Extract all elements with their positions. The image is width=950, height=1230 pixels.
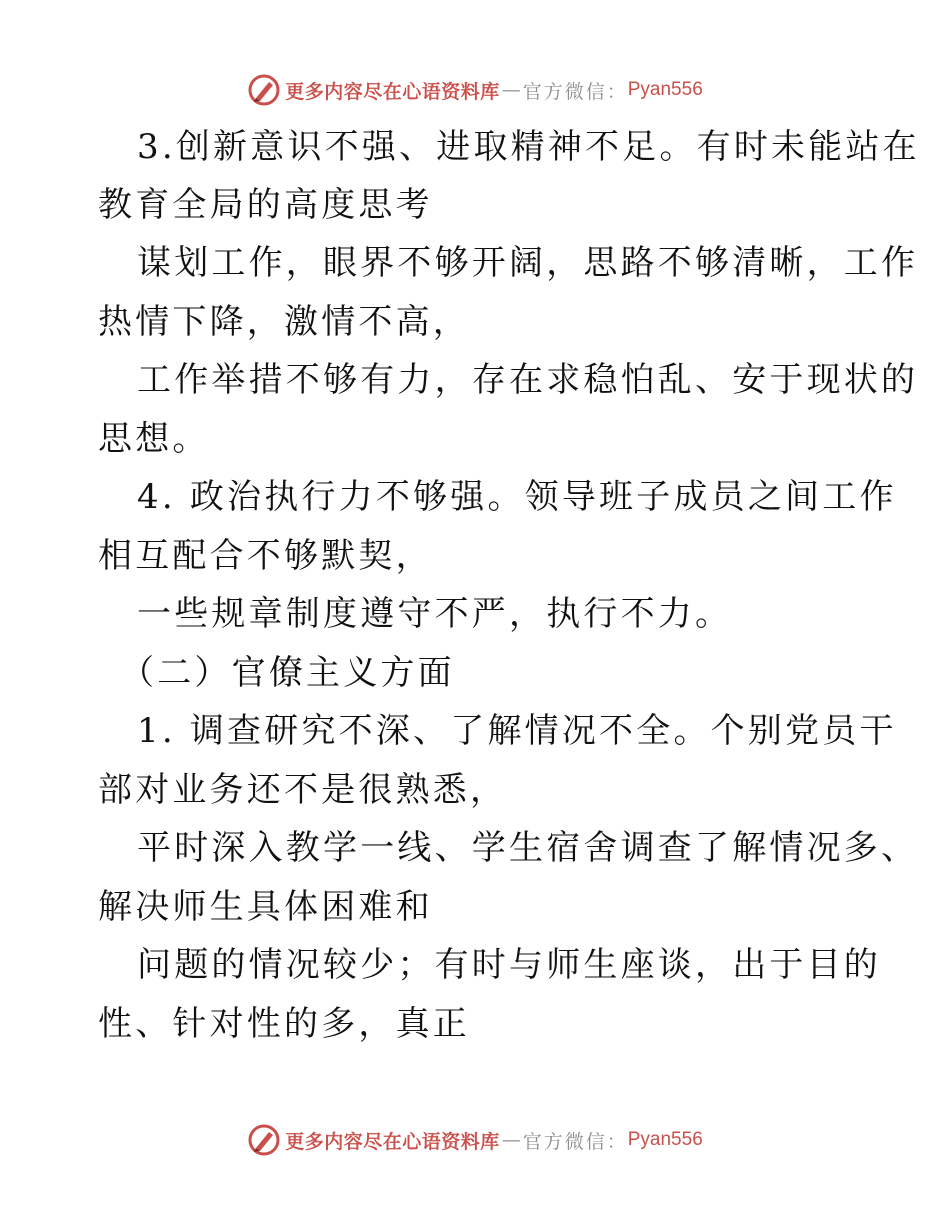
text-line: 性、针对性的多，真正 [98,1004,470,1044]
text-line: 谋划工作，眼界不够开阔，思路不够清晰，工作 [137,243,919,283]
text-line: 平时深入教学一线、学生宿舍调查了解情况多、 [137,828,919,868]
text-line: 解决师生具体困难和 [98,887,433,927]
text-line: 工作举措不够有力，存在求稳怕乱、安于现状的 [137,360,919,400]
watermark-label: 官方微信： [522,1130,628,1153]
watermark-text: 更多内容尽在心语资料库 [285,1130,500,1153]
watermark-id: Pyan556 [627,79,703,100]
text-line: 3.创新意识不强、进取精神不足。有时未能站在 [137,127,920,167]
footer-watermark [0,1120,950,1160]
header-watermark [0,70,950,110]
text-line: 部对业务还不是很熟悉， [98,770,508,810]
text-line: 问题的情况较少；有时与师生座谈，出于目的 [137,945,881,985]
watermark-id: Pyan556 [627,1129,703,1150]
watermark-label: 官方微信： [522,80,628,103]
text-line: 教育全局的高度思考 [98,185,433,225]
watermark-text: 更多内容尽在心语资料库 [285,80,500,103]
text-line: 思想。 [98,419,210,459]
watermark-dash: — [501,79,521,101]
text-line: 相互配合不够默契， [98,536,433,576]
text-line: 一些规章制度遵守不严，执行不力。 [137,594,733,634]
section-heading: （二）官僚主义方面 [120,653,455,693]
text-line: 4. 政治执行力不够强。领导班子成员之间工作 [137,477,897,517]
pen-logo-icon [247,73,281,107]
text-line: 热情下降，激情不高， [98,302,470,342]
text-line: 1. 调查研究不深、了解情况不全。个别党员干 [137,711,897,751]
pen-logo-icon [247,1123,281,1157]
watermark-dash: — [501,1129,521,1151]
